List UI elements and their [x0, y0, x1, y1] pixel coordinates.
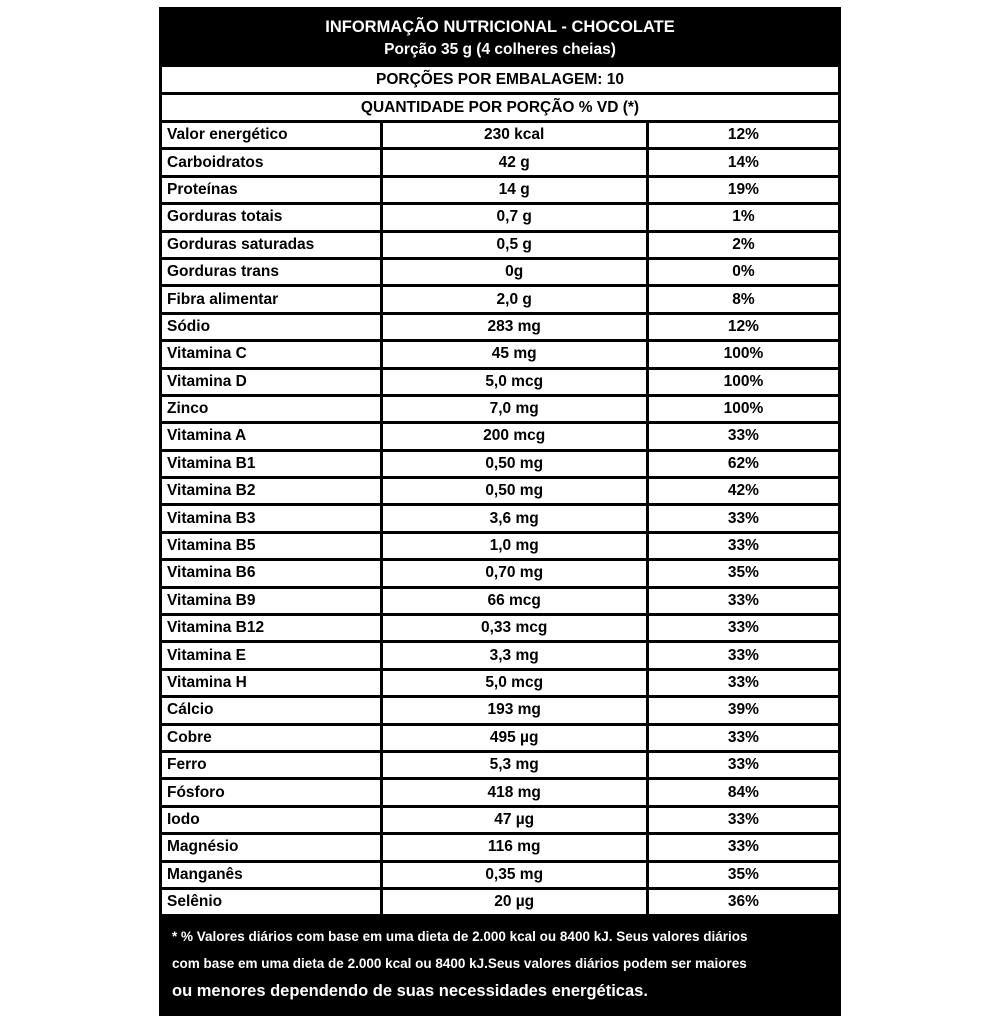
nutrient-dv: 14% — [647, 149, 838, 176]
nutrient-dv: 33% — [647, 669, 838, 696]
nutrient-amount: 0,50 mg — [381, 478, 647, 505]
nutrients-table-body — [162, 123, 838, 916]
nutrient-name: Carboidratos — [162, 149, 381, 176]
nutrient-row — [162, 751, 838, 778]
nutrient-dv: 100% — [647, 395, 838, 422]
nutrient-dv: 33% — [647, 505, 838, 532]
nutrient-amount: 0,7 g — [381, 204, 647, 231]
nutrient-row — [162, 505, 838, 532]
nutrient-dv: 19% — [647, 176, 838, 203]
nutrient-name: Vitamina B5 — [162, 532, 381, 559]
nutrient-amount: 200 mcg — [381, 423, 647, 450]
nutrient-dv: 35% — [647, 861, 838, 888]
footer-disclaimer-line-1: * % Valores diários com base em uma dieta de 2.000 kcal ou 8400 kJ. Seus valores diários — [172, 929, 748, 945]
nutrient-name: Gorduras trans — [162, 258, 381, 285]
quantity-per-serving-header: QUANTIDADE POR PORÇÃO % VD (*) — [162, 95, 838, 123]
nutrient-dv: 42% — [647, 478, 838, 505]
nutrient-row — [162, 806, 838, 833]
nutrient-amount: 66 mcg — [381, 587, 647, 614]
nutrient-name: Vitamina B6 — [162, 560, 381, 587]
nutrient-row — [162, 149, 838, 176]
nutrient-dv: 33% — [647, 751, 838, 778]
nutrient-amount: 1,0 mg — [381, 532, 647, 559]
nutrient-dv: 0% — [647, 258, 838, 285]
nutrient-name: Magnésio — [162, 834, 381, 861]
nutrient-amount: 230 kcal — [381, 123, 647, 149]
nutrient-row — [162, 313, 838, 340]
nutrient-row — [162, 532, 838, 559]
nutrient-name: Vitamina B3 — [162, 505, 381, 532]
nutrient-name: Vitamina D — [162, 368, 381, 395]
nutrient-dv: 100% — [647, 341, 838, 368]
nutrient-row — [162, 176, 838, 203]
nutrient-amount: 45 mg — [381, 341, 647, 368]
nutrient-dv: 33% — [647, 587, 838, 614]
nutrient-dv: 39% — [647, 697, 838, 724]
nutrient-name: Selênio — [162, 888, 381, 915]
nutrient-dv: 33% — [647, 724, 838, 751]
nutrient-row — [162, 204, 838, 231]
nutrition-label — [159, 7, 841, 1016]
nutrient-amount: 193 mg — [381, 697, 647, 724]
nutrient-name: Zinco — [162, 395, 381, 422]
nutrient-dv: 33% — [647, 806, 838, 833]
nutrient-row — [162, 423, 838, 450]
nutrient-amount: 2,0 g — [381, 286, 647, 313]
nutrient-amount: 0,35 mg — [381, 861, 647, 888]
nutrient-name: Cobre — [162, 724, 381, 751]
nutrient-row — [162, 642, 838, 669]
nutrient-row — [162, 341, 838, 368]
nutrient-dv: 100% — [647, 368, 838, 395]
nutrient-name: Valor energético — [162, 123, 381, 149]
nutrients-table — [162, 123, 838, 917]
nutrient-dv: 1% — [647, 204, 838, 231]
nutrient-row — [162, 286, 838, 313]
nutrient-name: Iodo — [162, 806, 381, 833]
nutrient-dv: 84% — [647, 779, 838, 806]
footer-disclaimer-line-2: com base em uma dieta de 2.000 kcal ou 8400 kJ.Seus valores diários podem ser maiores — [172, 956, 747, 972]
nutrient-row — [162, 450, 838, 477]
nutrient-dv: 33% — [647, 834, 838, 861]
nutrient-name: Vitamina H — [162, 669, 381, 696]
nutrient-amount: 20 µg — [381, 888, 647, 915]
nutrient-row — [162, 478, 838, 505]
nutrient-amount: 0,33 mcg — [381, 615, 647, 642]
nutrient-name: Cálcio — [162, 697, 381, 724]
nutrient-name: Vitamina B2 — [162, 478, 381, 505]
nutrient-amount: 0g — [381, 258, 647, 285]
nutrient-amount: 5,0 mcg — [381, 669, 647, 696]
nutrient-row — [162, 587, 838, 614]
nutrient-amount: 116 mg — [381, 834, 647, 861]
nutrient-row — [162, 724, 838, 751]
nutrient-amount: 283 mg — [381, 313, 647, 340]
nutrient-amount: 47 µg — [381, 806, 647, 833]
nutrient-name: Vitamina E — [162, 642, 381, 669]
nutrient-dv: 33% — [647, 615, 838, 642]
nutrient-amount: 5,3 mg — [381, 751, 647, 778]
nutrient-amount: 7,0 mg — [381, 395, 647, 422]
nutrient-dv: 36% — [647, 888, 838, 915]
nutrient-row — [162, 123, 838, 149]
servings-per-package: PORÇÕES POR EMBALAGEM: 10 — [162, 67, 838, 95]
nutrient-row — [162, 560, 838, 587]
nutrient-amount: 0,70 mg — [381, 560, 647, 587]
nutrient-dv: 33% — [647, 423, 838, 450]
nutrient-name: Vitamina B12 — [162, 615, 381, 642]
nutrient-row — [162, 834, 838, 861]
nutrient-name: Ferro — [162, 751, 381, 778]
nutrient-dv: 33% — [647, 642, 838, 669]
nutrient-dv: 12% — [647, 123, 838, 149]
nutrient-name: Fibra alimentar — [162, 286, 381, 313]
label-header — [162, 10, 838, 67]
nutrient-amount: 0,5 g — [381, 231, 647, 258]
nutrient-amount: 0,50 mg — [381, 450, 647, 477]
nutrient-amount: 495 µg — [381, 724, 647, 751]
footer-disclaimer-line-3: ou menores dependendo de suas necessidades energéticas. — [172, 982, 648, 1001]
nutrient-amount: 418 mg — [381, 779, 647, 806]
nutrient-row — [162, 231, 838, 258]
nutrient-row — [162, 669, 838, 696]
nutrient-row — [162, 779, 838, 806]
nutrient-row — [162, 861, 838, 888]
nutrient-dv: 62% — [647, 450, 838, 477]
nutrient-name: Proteínas — [162, 176, 381, 203]
nutrient-dv: 8% — [647, 286, 838, 313]
nutrient-row — [162, 258, 838, 285]
nutrient-name: Gorduras totais — [162, 204, 381, 231]
nutrient-amount: 3,6 mg — [381, 505, 647, 532]
nutrient-row — [162, 697, 838, 724]
nutrient-row — [162, 888, 838, 915]
nutrient-name: Vitamina B1 — [162, 450, 381, 477]
nutrient-dv: 33% — [647, 532, 838, 559]
nutrient-name: Sódio — [162, 313, 381, 340]
nutrient-row — [162, 615, 838, 642]
nutrient-name: Gorduras saturadas — [162, 231, 381, 258]
label-serving-size: Porção 35 g (4 colheres cheias) — [384, 41, 616, 58]
nutrient-amount: 14 g — [381, 176, 647, 203]
nutrient-name: Fósforo — [162, 779, 381, 806]
nutrient-amount: 42 g — [381, 149, 647, 176]
label-footer — [162, 917, 838, 1013]
nutrient-name: Vitamina C — [162, 341, 381, 368]
nutrient-dv: 2% — [647, 231, 838, 258]
nutrient-dv: 12% — [647, 313, 838, 340]
nutrient-name: Vitamina B9 — [162, 587, 381, 614]
nutrient-row — [162, 395, 838, 422]
nutrient-name: Manganês — [162, 861, 381, 888]
label-title: INFORMAÇÃO NUTRICIONAL - CHOCOLATE — [325, 18, 675, 36]
nutrient-dv: 35% — [647, 560, 838, 587]
nutrient-name: Vitamina A — [162, 423, 381, 450]
nutrient-row — [162, 368, 838, 395]
nutrient-amount: 3,3 mg — [381, 642, 647, 669]
nutrient-amount: 5,0 mcg — [381, 368, 647, 395]
